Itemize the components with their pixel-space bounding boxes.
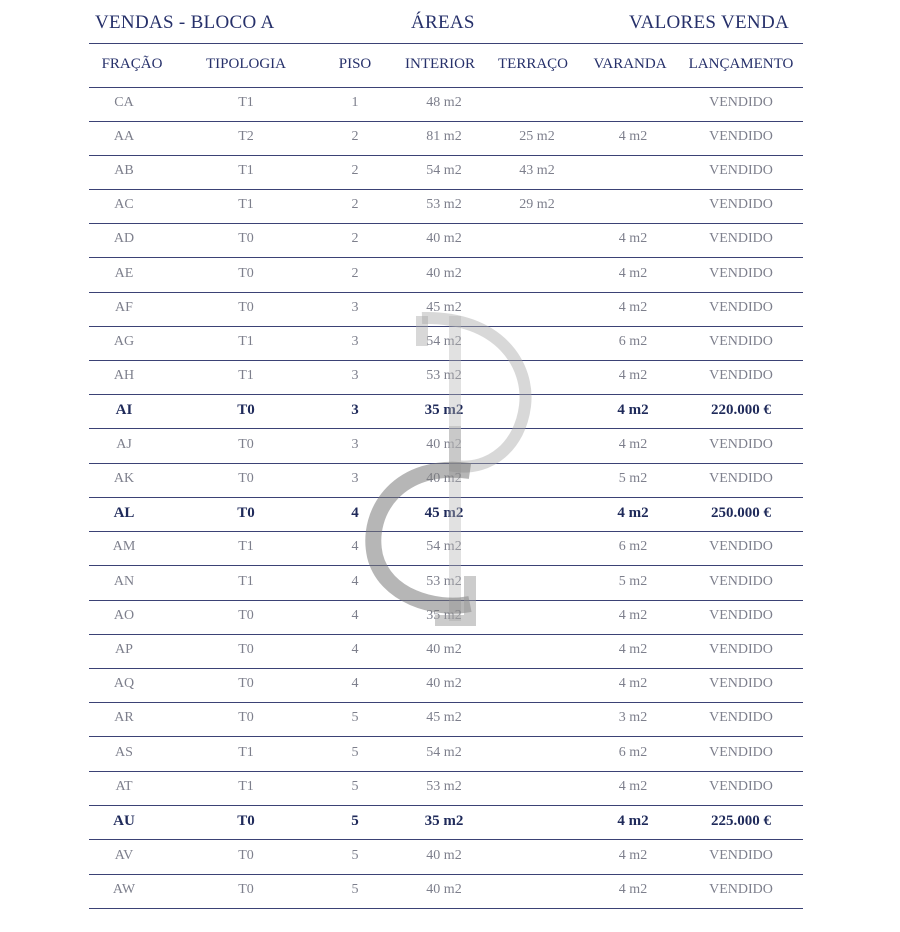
lancamento-cell: VENDIDO [709,163,773,178]
interior-cell: 40 m2 [426,471,462,486]
table-row [89,189,803,223]
lancamento-cell: VENDIDO [709,848,773,863]
tipologia-cell: T0 [238,266,254,281]
lancamento-cell: VENDIDO [709,710,773,725]
varanda-cell: 4 m2 [618,779,648,794]
table-row [89,394,803,428]
tipologia-cell: T1 [238,163,254,178]
table-row [89,840,803,874]
varanda-cell: 4 m2 [618,231,648,246]
lancamento-cell: VENDIDO [709,368,773,383]
header-varanda: VARANDA [593,56,667,72]
fracao-cell: AG [113,334,135,349]
interior-cell: 53 m2 [426,197,462,212]
tipologia-cell: T1 [238,95,254,110]
interior-cell: 48 m2 [426,95,462,110]
table-row [89,771,803,805]
piso-cell: 3 [351,471,359,486]
tipologia-cell: T0 [238,642,254,657]
interior-cell: 54 m2 [426,539,462,554]
piso-cell: 2 [351,266,359,281]
tipologia-cell: T0 [237,813,255,829]
tipologia-cell: T0 [238,848,254,863]
table-row [89,566,803,600]
terraco-cell: 29 m2 [519,197,555,212]
lancamento-cell: 220.000 € [711,402,771,418]
lancamento-cell: VENDIDO [709,266,773,281]
fracao-cell: AN [113,574,135,589]
piso-cell: 5 [351,745,359,760]
varanda-cell: 4 m2 [618,266,648,281]
tipologia-cell: T1 [238,197,254,212]
lancamento-cell: VENDIDO [709,95,773,110]
table-title: VENDAS - BLOCO A [95,12,275,33]
fracao-cell: AS [115,745,133,760]
interior-cell: 40 m2 [426,676,462,691]
varanda-cell: 4 m2 [617,813,649,829]
table-row [89,497,803,531]
tipologia-cell: T1 [238,539,254,554]
interior-cell: 81 m2 [426,129,462,144]
piso-cell: 3 [351,334,359,349]
fracao-cell: AJ [116,437,132,452]
fracao-cell: AP [115,642,133,657]
interior-cell: 40 m2 [426,266,462,281]
table-row [89,258,803,292]
piso-cell: 4 [351,539,359,554]
lancamento-cell: 250.000 € [711,505,771,521]
tipologia-cell: T0 [237,402,255,418]
piso-cell: 1 [351,95,359,110]
tipologia-cell: T1 [238,745,254,760]
row-divider [89,908,803,909]
piso-cell: 5 [351,779,359,794]
piso-cell: 5 [351,882,359,897]
piso-cell: 4 [351,505,359,521]
fracao-cell: AB [114,163,134,178]
table-row [89,702,803,736]
table-row [89,531,803,565]
header-fracao: FRAÇÃO [101,56,163,72]
tipologia-cell: T1 [238,368,254,383]
varanda-cell: 4 m2 [618,608,648,623]
tipologia-cell: T0 [238,710,254,725]
tipologia-cell: T0 [238,437,254,452]
piso-cell: 2 [351,197,359,212]
terraco-cell: 43 m2 [519,163,555,178]
piso-cell: 5 [351,848,359,863]
interior-cell: 40 m2 [426,437,462,452]
varanda-cell: 4 m2 [617,402,649,418]
header-interior: INTERIOR [405,56,475,72]
lancamento-cell: VENDIDO [709,676,773,691]
table-row [89,600,803,634]
sale-values-heading: VALORES VENDA [629,12,789,33]
interior-cell: 45 m2 [426,710,462,725]
interior-cell: 35 m2 [424,813,464,829]
lancamento-cell: VENDIDO [709,779,773,794]
table-row [89,87,803,121]
fracao-cell: AA [113,129,135,144]
varanda-cell: 6 m2 [618,745,648,760]
header-terraco: TERRAÇO [497,56,569,72]
fracao-cell: AD [113,231,135,246]
varanda-cell: 6 m2 [618,539,648,554]
varanda-cell: 4 m2 [618,676,648,691]
piso-cell: 3 [351,437,359,452]
piso-cell: 2 [351,129,359,144]
tipologia-cell: T1 [238,574,254,589]
varanda-cell: 4 m2 [617,505,649,521]
piso-cell: 2 [351,163,359,178]
varanda-cell: 3 m2 [618,710,648,725]
varanda-cell: 6 m2 [618,334,648,349]
lancamento-cell: VENDIDO [709,642,773,657]
interior-cell: 54 m2 [426,745,462,760]
table-row [89,223,803,257]
interior-cell: 40 m2 [426,231,462,246]
areas-heading: ÁREAS [411,12,475,33]
piso-cell: 2 [351,231,359,246]
varanda-cell: 4 m2 [618,437,648,452]
piso-cell: 4 [351,608,359,623]
table-row [89,737,803,771]
table-row [89,429,803,463]
fracao-cell: CA [114,95,134,110]
piso-cell: 3 [351,300,359,315]
fracao-cell: AK [113,471,135,486]
fracao-cell: AM [112,539,136,554]
interior-cell: 35 m2 [426,608,462,623]
table-row [89,326,803,360]
fracao-cell: AH [113,368,135,383]
varanda-cell: 5 m2 [618,574,648,589]
piso-cell: 5 [351,813,359,829]
varanda-cell: 4 m2 [618,882,648,897]
piso-cell: 5 [351,710,359,725]
varanda-cell: 4 m2 [618,129,648,144]
tipologia-cell: T0 [238,882,254,897]
lancamento-cell: VENDIDO [709,197,773,212]
header-lancamento: LANÇAMENTO [688,56,794,72]
interior-cell: 45 m2 [426,300,462,315]
lancamento-cell: VENDIDO [709,300,773,315]
lancamento-cell: VENDIDO [709,608,773,623]
fracao-cell: AE [114,266,134,281]
table-row [89,805,803,839]
fracao-cell: AV [114,848,134,863]
interior-cell: 53 m2 [426,368,462,383]
interior-cell: 40 m2 [426,642,462,657]
lancamento-cell: VENDIDO [709,231,773,246]
table-row [89,874,803,908]
table-row [89,121,803,155]
piso-cell: 3 [351,402,359,418]
fracao-cell: AU [113,813,135,829]
interior-cell: 45 m2 [424,505,464,521]
tipologia-cell: T0 [238,608,254,623]
lancamento-cell: VENDIDO [709,471,773,486]
interior-cell: 35 m2 [424,402,464,418]
tipologia-cell: T0 [238,676,254,691]
lancamento-cell: VENDIDO [709,129,773,144]
tipologia-cell: T2 [238,129,254,144]
varanda-cell: 4 m2 [618,368,648,383]
interior-cell: 54 m2 [426,334,462,349]
terraco-cell: 25 m2 [519,129,555,144]
lancamento-cell: 225.000 € [711,813,771,829]
interior-cell: 54 m2 [426,163,462,178]
interior-cell: 40 m2 [426,882,462,897]
tipologia-cell: T0 [238,300,254,315]
header-tipologia: TIPOLOGIA [206,56,286,72]
fracao-cell: AL [113,505,135,521]
table-row [89,668,803,702]
table-row [89,634,803,668]
fracao-cell: AF [115,300,133,315]
table-row [89,155,803,189]
lancamento-cell: VENDIDO [709,437,773,452]
table-row [89,463,803,497]
tipologia-cell: T1 [238,334,254,349]
lancamento-cell: VENDIDO [709,334,773,349]
interior-cell: 53 m2 [426,779,462,794]
header-piso: PISO [338,56,372,72]
fracao-cell: AC [114,197,134,212]
interior-cell: 53 m2 [426,574,462,589]
tipologia-cell: T0 [238,231,254,246]
table-header [89,44,803,87]
fracao-cell: AW [112,882,136,897]
fracao-cell: AR [114,710,134,725]
fracao-cell: AT [115,779,133,794]
lancamento-cell: VENDIDO [709,882,773,897]
fracao-cell: AI [115,402,133,418]
piso-cell: 3 [351,368,359,383]
fracao-cell: AQ [113,676,135,691]
varanda-cell: 4 m2 [618,642,648,657]
lancamento-cell: VENDIDO [709,539,773,554]
table-row [89,292,803,326]
table-row [89,360,803,394]
piso-cell: 4 [351,574,359,589]
tipologia-cell: T0 [237,505,255,521]
varanda-cell: 5 m2 [618,471,648,486]
varanda-cell: 4 m2 [618,300,648,315]
piso-cell: 4 [351,642,359,657]
piso-cell: 4 [351,676,359,691]
fracao-cell: AO [113,608,135,623]
lancamento-cell: VENDIDO [709,745,773,760]
tipologia-cell: T1 [238,779,254,794]
tipologia-cell: T0 [238,471,254,486]
lancamento-cell: VENDIDO [709,574,773,589]
varanda-cell: 4 m2 [618,848,648,863]
interior-cell: 40 m2 [426,848,462,863]
